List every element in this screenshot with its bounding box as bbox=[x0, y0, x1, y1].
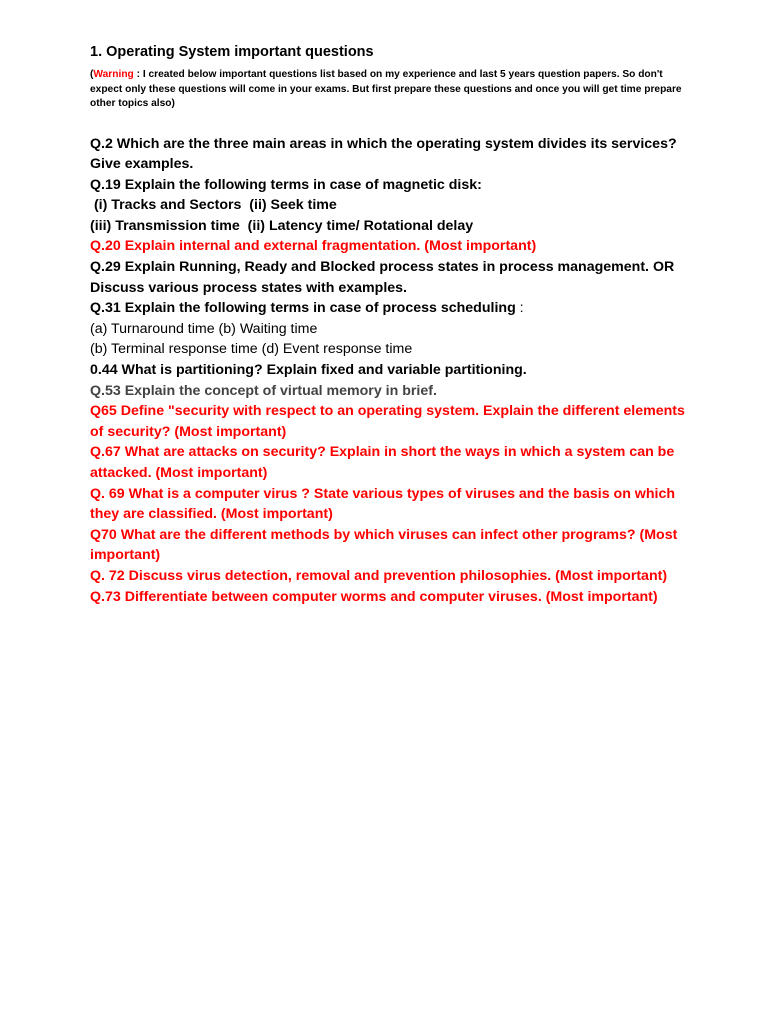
question-2: Q.2 Which are the three main areas in which the operating system divides its services? Give examples. bbox=[90, 135, 677, 173]
page-title: 1. Operating System important questions bbox=[90, 44, 374, 60]
question-70: Q70 What are the different methods by which viruses can infect other programs? (Most important) bbox=[90, 526, 678, 564]
warning-label: Warning bbox=[93, 69, 134, 80]
question-67: Q.67 What are attacks on security? Explain in short the ways in which a system can be attacked. (Most important) bbox=[90, 444, 675, 481]
question-29: Q.29 Explain Running, Ready and Blocked process states in process management. OR Discuss various process states with examples. bbox=[90, 259, 675, 296]
question-69: Q. 69 What is a computer virus ? State various types of viruses and the basis on which they are classified. (Most important) bbox=[90, 485, 675, 523]
question-72: Q. 72 Discuss virus detection, removal and prevention philosophies. (Most important) bbox=[90, 567, 668, 584]
question-19-terms-b: (iii) Transmission time (ii) Latency time/ Rotational delay bbox=[90, 217, 474, 234]
question-31 bbox=[90, 298, 690, 319]
question-20: Q.20 Explain internal and external fragmentation. (Most important) bbox=[90, 238, 537, 255]
warning-note bbox=[90, 68, 685, 112]
document-body bbox=[90, 42, 690, 607]
question-44: 0.44 What is partitioning? Explain fixed and variable partitioning. bbox=[90, 362, 527, 379]
question-19: Q.19 Explain the following terms in case of magnetic disk: bbox=[90, 176, 482, 193]
question-73: Q.73 Differentiate between computer worms and computer viruses. (Most important) bbox=[90, 588, 658, 605]
question-31-terms-a: (a) Turnaround time (b) Waiting time bbox=[90, 320, 318, 337]
question-53: Q.53 Explain the concept of virtual memory in brief. bbox=[90, 382, 437, 399]
question-31-terms-b: (b) Terminal response time (d) Event response time bbox=[90, 341, 413, 358]
warning-open: ( bbox=[90, 69, 94, 80]
question-19-terms-a: (i) Tracks and Sectors (ii) Seek time bbox=[90, 197, 337, 214]
question-31-colon: : bbox=[515, 300, 524, 317]
question-65: Q65 Define "security with respect to an operating system. Explain the different elements of security? (Most important) bbox=[90, 403, 685, 440]
warning-text: : I created below important questions list based on my experience and last 5 years question papers. So don't expect only these questions will come in your exams. But first prepare these questions and once you will get time prepare other topics also) bbox=[90, 69, 682, 109]
question-31-text: Q.31 Explain the following terms in case of process scheduling bbox=[90, 300, 516, 317]
